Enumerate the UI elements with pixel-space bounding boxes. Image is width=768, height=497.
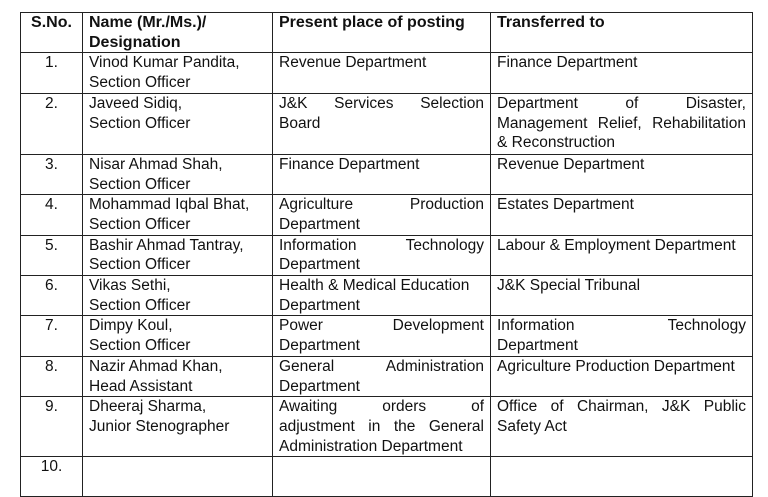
header-present-posting: Present place of posting: [273, 13, 491, 53]
cell-transferred-to: [491, 457, 753, 497]
cell-sno: 6.: [21, 276, 83, 316]
cell-line: Section Officer: [89, 114, 191, 132]
cell-transferred-to: [491, 235, 753, 275]
cell-present-posting: [273, 356, 491, 396]
cell-line: Department of Disaster,: [497, 94, 746, 112]
cell-present-posting: [273, 397, 491, 457]
cell-line: Vikas Sethi,: [89, 277, 171, 295]
cell-transferred-to: [491, 195, 753, 235]
header-sno: S.No.: [21, 13, 83, 53]
cell-line: Vinod Kumar Pandita,: [89, 54, 240, 72]
cell-line: Revenue Department: [279, 54, 427, 72]
cell-name: [83, 356, 273, 396]
transfer-table: [20, 12, 753, 497]
table-row: [21, 53, 753, 93]
cell-line: Junior Stenographer: [89, 417, 230, 435]
cell-transferred-to: [491, 316, 753, 356]
cell-line: Department: [497, 337, 578, 355]
cell-name: [83, 457, 273, 497]
cell-name: [83, 195, 273, 235]
cell-transferred-to: [491, 397, 753, 457]
cell-present-posting: [273, 235, 491, 275]
cell-line: Nazir Ahmad Khan,: [89, 357, 223, 375]
cell-line: Javeed Sidiq,: [89, 94, 183, 112]
table-row: [21, 356, 753, 396]
cell-transferred-to: [491, 356, 753, 396]
cell-line: adjustment in the General: [279, 417, 484, 435]
cell-sno: 9.: [21, 397, 83, 457]
cell-line: General Administration: [279, 357, 484, 375]
cell-line: Health & Medical Education: [279, 277, 470, 295]
cell-line: Department: [279, 296, 360, 314]
cell-line: & Reconstruction: [497, 134, 616, 152]
cell-transferred-to: [491, 93, 753, 154]
header-transferred-to: Transferred to: [491, 13, 753, 53]
cell-line: Finance Department: [497, 54, 638, 72]
cell-line: Awaiting orders of: [279, 398, 484, 416]
cell-present-posting: [273, 53, 491, 93]
cell-line: Administration Department: [279, 437, 463, 455]
cell-line: Estates Department: [497, 196, 634, 214]
cell-name: [83, 316, 273, 356]
cell-line: Information Technology: [497, 317, 746, 335]
table-row: [21, 195, 753, 235]
cell-sno: 10.: [21, 457, 83, 497]
cell-line: Labour & Employment Department: [497, 236, 736, 254]
header-name-line: Designation: [89, 33, 181, 51]
cell-line: Dimpy Koul,: [89, 317, 173, 335]
cell-name: [83, 93, 273, 154]
cell-line: Section Officer: [89, 337, 191, 355]
cell-line: Revenue Department: [497, 155, 645, 173]
cell-transferred-to: [491, 276, 753, 316]
cell-transferred-to: [491, 53, 753, 93]
cell-line: Head Assistant: [89, 377, 193, 395]
table-row: [21, 276, 753, 316]
table-row: [21, 316, 753, 356]
cell-line: Section Officer: [89, 256, 191, 274]
cell-line: Power Development: [279, 317, 484, 335]
cell-line: Finance Department: [279, 155, 420, 173]
cell-name: [83, 53, 273, 93]
cell-sno: 2.: [21, 93, 83, 154]
cell-present-posting: [273, 457, 491, 497]
cell-present-posting: [273, 93, 491, 154]
cell-present-posting: [273, 195, 491, 235]
cell-name: [83, 276, 273, 316]
header-row: [21, 13, 753, 53]
cell-line: Section Officer: [89, 296, 191, 314]
cell-sno: 1.: [21, 53, 83, 93]
cell-transferred-to: [491, 154, 753, 194]
cell-line: Section Officer: [89, 215, 191, 233]
header-name-line: Name (Mr./Ms.)/: [89, 14, 207, 31]
cell-line: Department: [279, 337, 360, 355]
cell-name: [83, 397, 273, 457]
cell-line: Department: [279, 256, 360, 274]
cell-present-posting: [273, 276, 491, 316]
table-row: [21, 93, 753, 154]
table-row: [21, 154, 753, 194]
cell-sno: 7.: [21, 316, 83, 356]
cell-line: Management Relief, Rehabilitation: [497, 114, 746, 132]
cell-line: Section Officer: [89, 175, 191, 193]
cell-name: [83, 154, 273, 194]
cell-sno: 3.: [21, 154, 83, 194]
cell-line: Agriculture Production Department: [497, 357, 735, 375]
cell-line: Mohammad Iqbal Bhat,: [89, 196, 250, 214]
cell-line: J&K Services Selection: [279, 94, 484, 112]
cell-line: Office of Chairman, J&K Public: [497, 398, 746, 416]
cell-present-posting: [273, 154, 491, 194]
cell-sno: 5.: [21, 235, 83, 275]
cell-line: J&K Special Tribunal: [497, 277, 641, 295]
cell-line: Dheeraj Sharma,: [89, 398, 207, 416]
cell-line: Agriculture Production: [279, 196, 484, 214]
table-row: [21, 457, 753, 497]
cell-line: Section Officer: [89, 74, 191, 92]
cell-line: Board: [279, 114, 321, 132]
cell-line: Safety Act: [497, 417, 567, 435]
table-row: [21, 235, 753, 275]
cell-line: Nisar Ahmad Shah,: [89, 155, 223, 173]
cell-present-posting: [273, 316, 491, 356]
table-row: [21, 397, 753, 457]
header-name: [83, 13, 273, 53]
cell-sno: 8.: [21, 356, 83, 396]
cell-line: Department: [279, 215, 360, 233]
cell-line: Department: [279, 377, 360, 395]
cell-name: [83, 235, 273, 275]
cell-sno: 4.: [21, 195, 83, 235]
cell-line: Bashir Ahmad Tantray,: [89, 236, 244, 254]
cell-line: Information Technology: [279, 236, 484, 254]
